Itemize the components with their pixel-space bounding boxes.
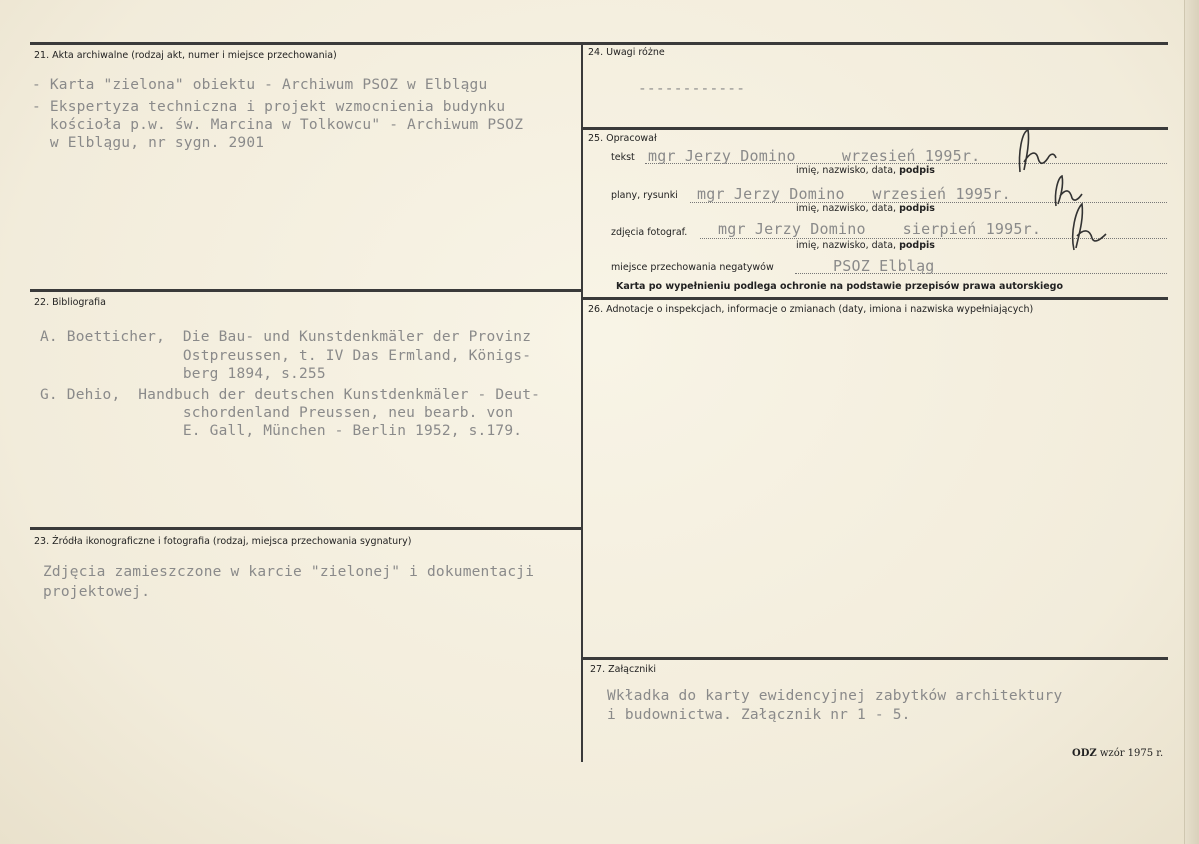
s21-line-1: - Karta "zielona" obiektu - Archiwum PSOZ w Elblągu — [32, 77, 488, 93]
signature-3 — [1062, 200, 1112, 255]
s22-line-6: E. Gall, München - Berlin 1952, s.179. — [40, 423, 523, 439]
s21-line-3: kościoła p.w. św. Marcina w Tolkowcu" - Archiwum PSOZ — [32, 117, 524, 133]
s25-zdjecia-label: zdjęcia fotograf. — [611, 227, 688, 238]
s21-title: 21. Akta archiwalne (rodzaj akt, numer i miejsce przechowania) — [34, 50, 337, 61]
rule-23 — [30, 527, 582, 530]
rule-25 — [582, 127, 1168, 130]
s25-plany-value: mgr Jerzy Domino wrzesień 1995r. — [697, 185, 1011, 203]
s24-title: 24. Uwagi różne — [588, 47, 665, 58]
s22-line-2: Ostpreussen, t. IV Das Ermland, Königs- — [40, 348, 532, 364]
s22-line-3: berg 1894, s.255 — [40, 366, 326, 382]
s25-plany-label: plany, rysunki — [611, 190, 678, 201]
rule-top-right — [582, 42, 1168, 45]
s25-miejsce-value: PSOZ Elbląg — [833, 257, 935, 275]
s21-line-4: w Elblągu, nr sygn. 2901 — [32, 135, 265, 151]
s21-line-2: - Ekspertyza techniczna i projekt wzmocnienia budynku — [32, 99, 506, 115]
s23-line-1: Zdjęcia zamieszczone w karcie "zielonej" i dokumentacji — [43, 564, 535, 580]
s27-title: 27. Załączniki — [590, 664, 656, 675]
s25-miejsce-label: miejsce przechowania negatywów — [611, 262, 774, 273]
s22-title: 22. Bibliografia — [34, 297, 106, 308]
caption-imie: imię, nazwisko, — [796, 203, 869, 214]
s27-line-1: Wkładka do karty ewidencyjnej zabytków architektury — [607, 688, 1063, 704]
s22-line-5: schordenland Preussen, neu bearb. von — [40, 405, 514, 421]
s25-notice: Karta po wypełnieniu podlega ochronie na podstawie przepisów prawa autorskiego — [616, 281, 1063, 292]
s24-value: ------------ — [638, 81, 746, 97]
s26-title: 26. Adnotacje o inspekcjach, informacje o zmianach (daty, imiona i nazwiska wypełniających) — [588, 304, 1034, 315]
caption-data: data, — [871, 203, 897, 214]
card-edge — [1184, 0, 1199, 844]
rule-top-left — [30, 42, 582, 45]
s25-tekst-label: tekst — [611, 152, 635, 163]
s23-line-2: projektowej. — [43, 584, 151, 600]
s25-zdjecia-caption — [796, 240, 935, 251]
caption-imie: imię, nazwisko, — [796, 240, 869, 251]
form-code-odz: ODZ — [1072, 748, 1097, 759]
s25-tekst-value: mgr Jerzy Domino wrzesień 1995r. — [648, 147, 981, 165]
s25-plany-caption — [796, 203, 935, 214]
rule-22 — [30, 289, 582, 292]
caption-podpis: podpis — [899, 165, 935, 176]
caption-imie: imię, nazwisko, — [796, 165, 869, 176]
s25-zdjecia-value: mgr Jerzy Domino sierpień 1995r. — [718, 220, 1042, 238]
s25-tekst-caption — [796, 165, 935, 176]
rule-26 — [582, 297, 1168, 300]
s25-title: 25. Opracował — [588, 133, 657, 144]
s22-line-4: G. Dehio, Handbuch der deutschen Kunstdenkmäler - Deut- — [40, 387, 541, 403]
vertical-divider — [581, 42, 583, 762]
s22-line-1: A. Boetticher, Die Bau- und Kunstdenkmäler der Provinz — [40, 329, 532, 345]
caption-data: data, — [871, 165, 897, 176]
caption-data: data, — [871, 240, 897, 251]
caption-podpis: podpis — [899, 240, 935, 251]
s27-line-2: i budownictwa. Załącznik nr 1 - 5. — [607, 707, 911, 723]
s23-title: 23. Źródła ikonograficzne i fotografia (rodzaj, miejsca przechowania sygnatury) — [34, 536, 412, 547]
caption-podpis: podpis — [899, 203, 935, 214]
form-code-year: wzór 1975 r. — [1099, 748, 1164, 759]
form-code — [1072, 748, 1163, 759]
rule-27 — [582, 657, 1168, 660]
